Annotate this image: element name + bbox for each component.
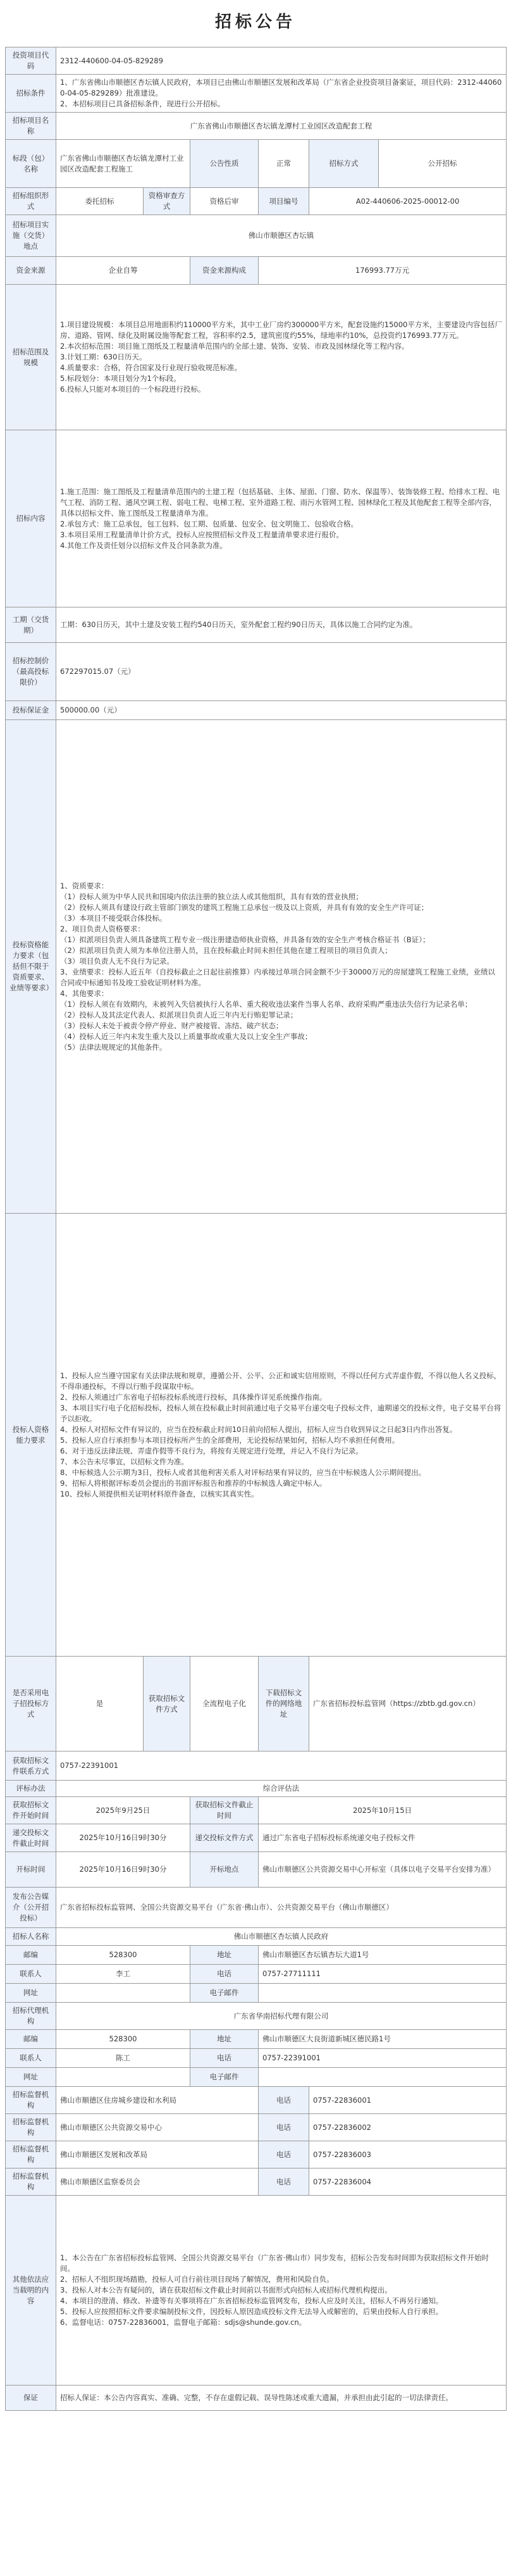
bid-conditions-label: 投标人资格能力要求 [6, 1214, 56, 1657]
section-name-value: 广东省佛山市顺德区杏坛镇龙潭村工业园区改造配套工程施工 [56, 140, 190, 188]
opening-label: 开标时间 [6, 1852, 56, 1888]
doc-contact-label: 获取招标文件联系方式 [6, 1752, 56, 1781]
review-label: 资格审查方式 [144, 188, 190, 215]
tender-notice-table [5, 47, 507, 2411]
submit-method-label: 递交投标文件方式 [190, 1824, 259, 1852]
review-value: 资格后审 [190, 188, 259, 215]
supervisor-1-value: 佛山市顺德区住房城乡建设和水利局 [56, 2087, 259, 2114]
get-method-label: 获取招标文件方式 [144, 1657, 190, 1752]
tenderer-contact-value: 李工 [56, 1965, 190, 1984]
qualification-label: 投标资格能力要求（包括但不限于资质要求、业绩等要求） [6, 720, 56, 1214]
evaluation-value: 综合评估法 [56, 1781, 507, 1797]
agent-contact-label: 联系人 [6, 2049, 56, 2068]
tenderer-web-value [56, 1984, 190, 2003]
get-end-label: 获取招标文件截止时间 [190, 1797, 259, 1824]
tenderer-addr-label: 地址 [190, 1946, 259, 1965]
agent-phone-label: 电话 [190, 2049, 259, 2068]
notice-type-label: 公告性质 [190, 140, 259, 188]
scope-label: 招标范围及规模 [6, 285, 56, 430]
project-no-label: 投资项目代码 [6, 47, 56, 75]
guarantee-value: 招标人保证：本公告内容真实、准确、完整，不存在虚假记载、误导性陈述或重大遗漏，并承担由此引起的一切法律责任。 [56, 2386, 507, 2411]
evaluation-label: 评标办法 [6, 1781, 56, 1797]
page-title: 招标公告 [214, 13, 296, 32]
supervisor-3-label: 招标监督机构 [6, 2141, 56, 2168]
supervisor-2-value: 佛山市顺德区公共资源交易中心 [56, 2114, 259, 2141]
opening-value: 2025年10月16日9时30分 [56, 1852, 190, 1888]
location-label: 招标项目实施（交货）地点 [6, 215, 56, 257]
tender-mode-value: 公开招标 [379, 140, 507, 188]
agent-addr-label: 地址 [190, 2030, 259, 2049]
tenderer-name-label: 招标人名称 [6, 1928, 56, 1946]
location-value: 佛山市顺德区杏坛镇 [56, 215, 507, 257]
tenderer-zip-label: 邮编 [6, 1946, 56, 1965]
get-end-value: 2025年10月15日 [259, 1797, 507, 1824]
org-form-value: 委托招标 [56, 188, 144, 215]
funding-form-label: 资金来源构成 [190, 257, 259, 285]
agent-zip-value: 528300 [56, 2030, 190, 2049]
tender-mode-label: 招标方式 [309, 140, 379, 188]
deposit-label: 投标保证金 [6, 701, 56, 720]
supervisor-4-phone-label: 电话 [259, 2168, 309, 2196]
other-label: 其他依法应当载明的内容 [6, 2196, 56, 2386]
supervisor-3-phone-label: 电话 [259, 2141, 309, 2168]
project-no-value: 2312-440600-04-05-829289 [56, 47, 507, 75]
funding-value: 企业自筹 [56, 257, 190, 285]
tender-notice-page [0, 9, 511, 2576]
agent-web-value [56, 2068, 190, 2087]
funding-form-value: 176993.77万元 [259, 257, 507, 285]
org-form-label: 招标组织形式 [6, 188, 56, 215]
tenderer-zip-value: 528300 [56, 1946, 190, 1965]
bid-conditions-value: 1、投标人应当遵守国家有关法律法规和规章，遵循公开、公平、公正和诚实信用原则，不得以任何方式弄虚作假，不得以他人名义投标，不得串通投标，不得以行贿手段谋取中标。 2、投标人须通过广东省电子招标投标系统进行投标，具体操作详见系统操作指南。 3、本项目实行电子化招标投标，投标人须在投标截止时间前通过电子交易平台递交电子投标文件，逾期递交的投标文件，电子交易平台将予以拒收。 4、投标人对招标文件有异议的，应当在投标截止时间10日前向招标人提出，招标人应当自收到异议之日起3日内作出答复。 5、投标人应自行承担参与本项目投标所产生的全部费用，无论投标结果如何，招标人均不承担任何费用。 6、对于违反法律法规、弄虚作假等不良行为，将按有关规定进行处理，并记入不良行为记录。 7、本公告未尽事宜，以招标文件为准。 8、中标候选人公示期为3日，投标人或者其他利害关系人对评标结果有异议的，应当在中标候选人公示期间提出。 9、招标人将根据评标委员会提出的书面评标报告和推荐的中标候选人确定中标人。 10、投标人须提供相关证明材料原件备查，以核实其真实性。 [56, 1214, 507, 1657]
download-url-value[interactable]: 广东省招标投标监管网（https://zbtb.gd.gov.cn） [309, 1657, 507, 1752]
duration-label: 工期（交货期） [6, 607, 56, 643]
supervisor-1-label: 招标监督机构 [6, 2087, 56, 2114]
content-label: 招标内容 [6, 430, 56, 607]
notice-type-value: 正常 [259, 140, 309, 188]
agent-email-value [259, 2068, 507, 2087]
tenderer-phone-value: 0757-27711111 [259, 1965, 507, 1984]
price-limit-value: 672297015.07（元） [56, 643, 507, 701]
tenderer-name-value: 佛山市顺德区杏坛镇人民政府 [56, 1928, 507, 1946]
download-url-label: 下载招标文件的网络地址 [259, 1657, 309, 1752]
tenderer-email-value [259, 1984, 507, 2003]
deadline-label: 递交投标文件截止时间 [6, 1824, 56, 1852]
agent-zip-label: 邮编 [6, 2030, 56, 2049]
agent-web-label: 网址 [6, 2068, 56, 2087]
agent-phone-value: 0757-22391001 [259, 2049, 507, 2068]
agent-contact-value: 陈工 [56, 2049, 190, 2068]
supervisor-2-label: 招标监督机构 [6, 2114, 56, 2141]
opening-place-value: 佛山市顺德区公共资源交易中心开标室（具体以电子交易平台安排为准） [259, 1852, 507, 1888]
other-value: 1、本公告在广东省招标投标监管网、全国公共资源交易平台（广东省·佛山市）同步发布，招标公告发布时间即为获取招标文件开始时间。 2、招标人不组织现场踏勘，投标人可自行前往项目现场了解情况，费用和风险自负。 3、投标人对本公告有疑问的，请在获取招标文件截止时间前以书面形式向招标人或招标代理机构提出。 4、本项目的澄清、修改、补遗等有关事项将在广东省招标投标监管网发布，投标人应及时关注，招标人不再另行通知。 5、投标人应按照招标文件要求编制投标文件，因投标人原因造成投标文件无法导入或解密的，后果由投标人自行承担。 6、监督电话：0757-22836001，监督电子邮箱：sdjs@shunde.gov.cn。 [56, 2196, 507, 2386]
supervisor-1-phone-label: 电话 [259, 2087, 309, 2114]
agent-name-value: 广东省华南招标代理有限公司 [56, 2003, 507, 2030]
tenderer-email-label: 电子邮件 [190, 1984, 259, 2003]
supervisor-3-phone-value: 0757-22836003 [309, 2141, 507, 2168]
get-start-value: 2025年9月25日 [56, 1797, 190, 1824]
tenderer-web-label: 网址 [6, 1984, 56, 2003]
agent-email-label: 电子邮件 [190, 2068, 259, 2087]
electronic-value: 是 [56, 1657, 144, 1752]
agent-addr-value: 佛山市顺德区大良街道新城区德民路1号 [259, 2030, 507, 2049]
supervisor-2-phone-label: 电话 [259, 2114, 309, 2141]
publish-media-value: 广东省招标投标监管网、全国公共资源交易平台（广东省·佛山市）、公共资源交易平台（佛山市顺德区） [56, 1888, 507, 1928]
electronic-label: 是否采用电子招投标方式 [6, 1657, 56, 1752]
project-code-value: A02-440606-2025-00012-00 [309, 188, 507, 215]
supervisor-1-phone-value: 0757-22836001 [309, 2087, 507, 2114]
project-name-label: 招标项目名称 [6, 113, 56, 140]
submit-method-value: 通过广东省电子招标投标系统递交电子投标文件 [259, 1824, 507, 1852]
funding-label: 资金来源 [6, 257, 56, 285]
doc-contact-value: 0757-22391001 [56, 1752, 507, 1781]
qualification-value: 1、资质要求： （1）投标人须为中华人民共和国境内依法注册的独立法人或其他组织，具有有效的营业执照； （2）投标人须具有建设行政主管部门颁发的建筑工程施工总承包一级及以上资质，并具有有效的安全生产许可证； （3）本项目不接受联合体投标。 2、项目负责人资格要求： （1）拟派项目负责人须具备建筑工程专业一级注册建造师执业资格，并具备有效的安全生产考核合格证书（B证）； （2）拟派项目负责人须为本单位注册人员，且在投标截止时间未担任其他在建工程项目的项目负责人； （3）项目负责人无不良行为记录。 3、业绩要求：投标人近五年（自投标截止之日起往前推算）内承接过单项合同金额不少于30000万元的房屋建筑工程施工业绩，业绩以合同或中标通知书及竣工验收证明材料为准。 4、其他要求： （1）投标人须在有效期内，未被列入失信被执行人名单、重大税收违法案件当事人名单、政府采购严重违法失信行为记录名单； （2）投标人及其法定代表人、拟派项目负责人近三年内无行贿犯罪记录； （3）投标人未处于被责令停产停业、财产被接管、冻结、破产状态； （4）投标人近三年内未发生重大及以上质量事故或重大及以上安全生产事故； （5）法律法规规定的其他条件。 [56, 720, 507, 1214]
project-name-value: 广东省佛山市顺德区杏坛镇龙潭村工业园区改造配套工程 [56, 113, 507, 140]
section-name-label: 标段（包）名称 [6, 140, 56, 188]
get-method-value: 全流程电子化 [190, 1657, 259, 1752]
guarantee-label: 保证 [6, 2386, 56, 2411]
opening-place-label: 开标地点 [190, 1852, 259, 1888]
tenderer-addr-value: 佛山市顺德区杏坛镇杏坛大道1号 [259, 1946, 507, 1965]
supervisor-2-phone-value: 0757-22836002 [309, 2114, 507, 2141]
deadline-value: 2025年10月16日9时30分 [56, 1824, 190, 1852]
tenderer-contact-label: 联系人 [6, 1965, 56, 1984]
publish-media-label: 发布公告媒介（公开招投标） [6, 1888, 56, 1928]
supervisor-4-value: 佛山市顺德区监察委员会 [56, 2168, 259, 2196]
supervisor-4-label: 招标监督机构 [6, 2168, 56, 2196]
supervisor-4-phone-value: 0757-22836004 [309, 2168, 507, 2196]
project-code-label: 项目编号 [259, 188, 309, 215]
tender-conditions-value: 1、广东省佛山市顺德区杏坛镇人民政府，本项目已由佛山市顺德区发展和改革局（广东省企业投资项目备案证，项目代码：2312-440600-04-05-829289）批准建设。 2、本招标项目已具备招标条件，现进行公开招标。 [56, 75, 507, 113]
duration-value: 工期：630日历天，其中土建及安装工程约540日历天，室外配套工程约90日历天，具体以施工合同约定为准。 [56, 607, 507, 643]
deposit-value: 500000.00（元） [56, 701, 507, 720]
content-value: 1.施工范围：施工图纸及工程量清单范围内的土建工程（包括基础、主体、屋面、门窗、防水、保温等）、装饰装修工程、给排水工程、电气工程、消防工程、通风空调工程、弱电工程、电梯工程、室外道路工程、雨污水管网工程、园林绿化工程及其他配套工程等全部内容，具体以招标文件、施工图纸及工程量清单为准。 2.承包方式：施工总承包，包工包料、包工期、包质量、包安全、包文明施工、包验收合格。 3.本项目采用工程量清单计价方式，投标人应按照招标文件及工程量清单要求进行报价。 4.其他工作及责任划分以招标文件及合同条款为准。 [56, 430, 507, 607]
scope-value: 1.项目建设规模：本项目总用地面积约110000平方米，其中工业厂房约300000平方米，配套设施约15000平方米，主要建设内容包括厂房、道路、管网、绿化及附属设施等配套工程，容积率约2.5，建筑密度约55%，绿地率约10%，总投资约176993.77万元。 2.本次招标范围：项目施工图纸及工程量清单范围内的全部土建、装饰、安装、市政及园林绿化等工程内容。 3.计划工期：630日历天。 4.质量要求：合格，符合国家及行业现行验收规范标准。 5.标段划分：本项目划分为1个标段。 6.投标人只能对本项目的一个标段进行投标。 [56, 285, 507, 430]
supervisor-3-value: 佛山市顺德区发展和改革局 [56, 2141, 259, 2168]
agent-name-label: 招标代理机构 [6, 2003, 56, 2030]
get-start-label: 获取招标文件开始时间 [6, 1797, 56, 1824]
price-limit-label: 招标控制价（最高投标限价） [6, 643, 56, 701]
tenderer-phone-label: 电话 [190, 1965, 259, 1984]
tender-conditions-label: 招标条件 [6, 75, 56, 113]
